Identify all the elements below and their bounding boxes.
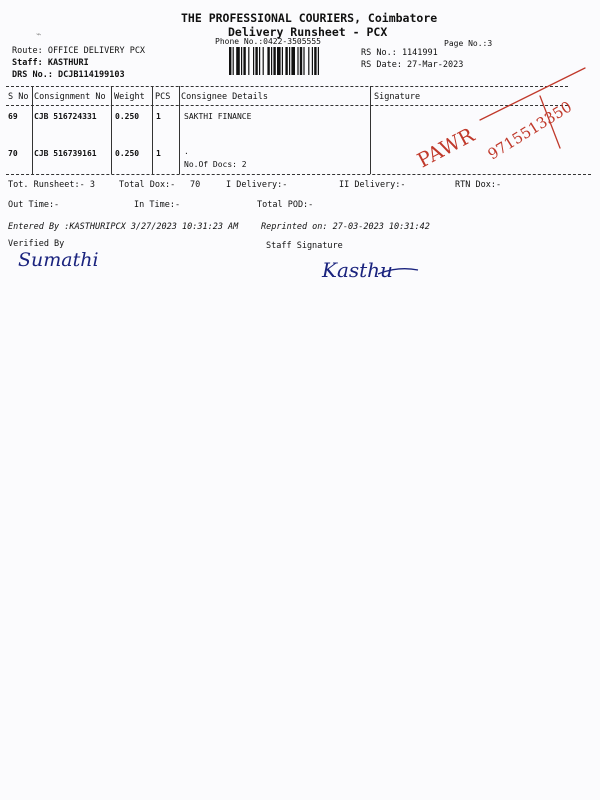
rs-date: RS Date: 27-Mar-2023	[361, 60, 464, 70]
verifier-signature	[14, 242, 114, 274]
row-consignment: CJB 516724331	[34, 112, 97, 121]
barcode-image	[229, 47, 349, 75]
row-doc-count: No.Of Docs: 2	[184, 160, 247, 169]
row-sno: 69	[8, 112, 18, 121]
out-time: Out Time:-	[8, 200, 60, 210]
company-name: THE PROFESSIONAL COURIERS, Coimbatore	[181, 11, 438, 25]
row-weight: 0.250	[115, 149, 140, 158]
header-consignee: Consignee Details	[181, 92, 268, 102]
total-dox-value: 70	[190, 180, 201, 190]
column-divider	[370, 86, 371, 174]
verifier-sign-text: Sumathi	[18, 249, 99, 271]
header-sno: S No	[8, 92, 29, 102]
row-consignment: CJB 516739161	[34, 149, 97, 158]
column-divider	[152, 86, 153, 174]
row-sno: 70	[8, 149, 18, 158]
column-divider	[111, 86, 112, 174]
column-divider	[179, 86, 180, 174]
row-consignee: SAKTHI FINANCE	[184, 112, 252, 121]
entered-by: Entered By :KASTHURIPCX 3/27/2023 10:31:23 AM	[8, 222, 239, 232]
verified-by-label: Verified By	[8, 239, 65, 249]
row-consignee: .	[184, 147, 189, 156]
tot-runsheet: Tot. Runsheet:- 3	[8, 180, 95, 190]
drs-number: DRS No.: DCJB114199103	[12, 70, 125, 80]
header-pcs: PCS	[155, 92, 171, 102]
column-divider	[32, 86, 33, 174]
handwritten-stamp-signature	[410, 60, 595, 180]
phone-number: Phone No.:0422-3505555	[215, 37, 321, 46]
i-delivery: I Delivery:-	[226, 180, 288, 190]
staff-signature	[318, 252, 428, 286]
header-weight: Weight	[114, 92, 145, 102]
smudge-mark: ⌁	[36, 30, 42, 40]
header-consignment: Consignment No	[34, 92, 106, 102]
staff-sign-text: Kasthu	[322, 258, 393, 282]
total-pod: Total POD:-	[257, 200, 314, 210]
ii-delivery: II Delivery:-	[339, 180, 406, 190]
header-signature: Signature	[374, 92, 421, 102]
total-dox-label: Total Dox:-	[119, 180, 176, 190]
phone-scrawl: 9715513350	[484, 97, 576, 164]
stamp-text: PAWR	[413, 122, 479, 173]
reprinted-on: Reprinted on: 27-03-2023 10:31:42	[261, 222, 430, 232]
rtn-dox: RTN Dox:-	[455, 180, 502, 190]
row-pcs: 1	[156, 112, 161, 121]
page-number: Page No.:3	[444, 39, 493, 48]
in-time: In Time:-	[134, 200, 181, 210]
staff-label: Staff: KASTHURI	[12, 58, 89, 68]
row-pcs: 1	[156, 149, 161, 158]
sheet-title: Delivery Runsheet - PCX	[228, 25, 388, 39]
rs-number: RS No.: 1141991	[361, 48, 438, 58]
staff-signature-label: Staff Signature	[266, 241, 343, 251]
row-weight: 0.250	[115, 112, 140, 121]
route-label: Route: OFFICE DELIVERY PCX	[12, 46, 146, 56]
